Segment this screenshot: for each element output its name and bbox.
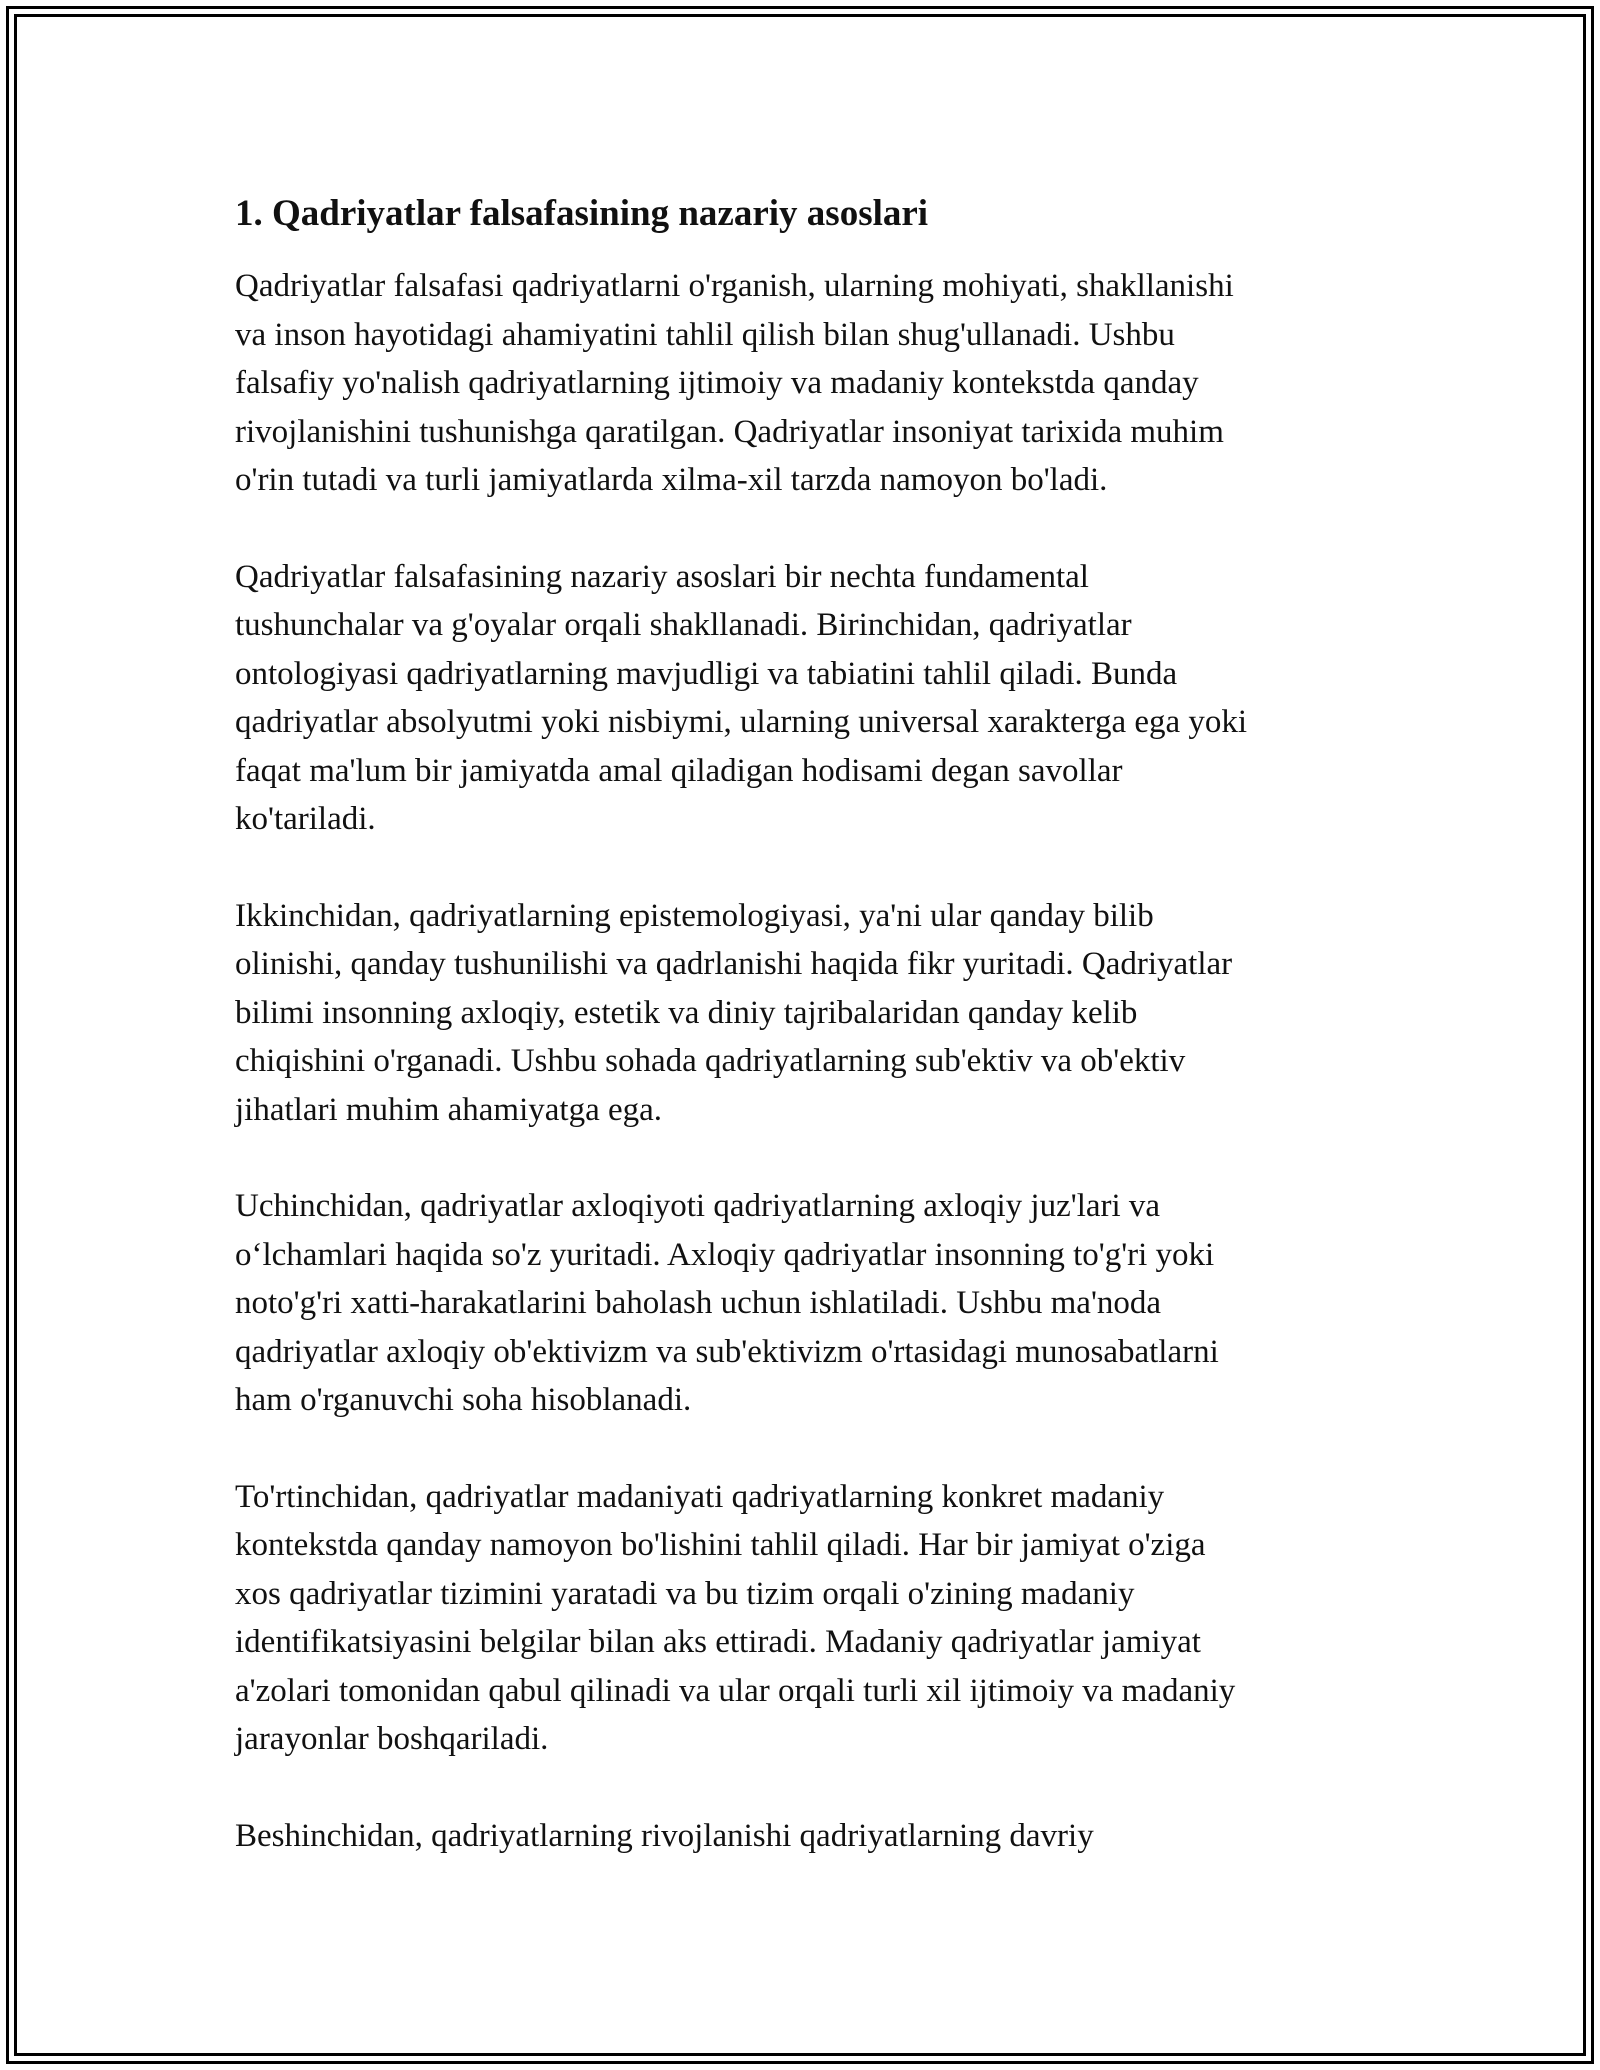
paragraph-line: olinishi, qanday tushunilishi va qadrlanishi haqida fikr yuritadi. Qadriyatlar [235, 946, 1233, 982]
paragraph-line: qadriyatlar axloqiy ob'ektivizm va sub'ektivizm o'rtasidagi munosabatlarni [235, 1333, 1219, 1370]
paragraph-line: identifikatsiyasini belgilar bilan aks ettiradi. Madaniy qadriyatlar jamiyat [235, 1624, 1201, 1660]
paragraph-line: kontekstda qanday namoyon bo'lishini tahlil qiladi. Har bir jamiyat o'ziga [235, 1527, 1206, 1563]
paragraph-line: Uchinchidan, qadriyatlar axloqiyoti qadriyatlarning axloqiy juz'lari va [235, 1188, 1161, 1224]
paragraph-line: ham o'rganuvchi soha hisoblanadi. [235, 1382, 692, 1418]
paragraph-line: Qadriyatlar falsafasining nazariy asoslari bir nechta fundamental [235, 558, 1089, 595]
document-body [235, 186, 1375, 1908]
paragraph-line: noto'g'ri xatti-harakatlarini baholash uchun ishlatiladi. Ushbu ma'noda [235, 1285, 1162, 1321]
section-heading: 1. Qadriyatlar falsafasining nazariy asoslari [235, 193, 929, 234]
paragraph-intro [235, 262, 1375, 505]
paragraph-development [235, 1812, 1375, 1861]
paragraph-line: Ikkinchidan, qadriyatlarning epistemologiyasi, ya'ni ular qanday bilib [235, 897, 1154, 934]
paragraph-line: Qadriyatlar falsafasi qadriyatlarni o'rganish, ularning mohiyati, shakllanishi [235, 268, 1234, 304]
paragraph-line: tushunchalar va g'oyalar orqali shakllanadi. Birinchidan, qadriyatlar [235, 607, 1132, 643]
paragraph-line: rivojlanishini tushunishga qaratilgan. Qadriyatlar insoniyat tarixida muhim [235, 413, 1224, 450]
paragraph-line: o‘lchamlari haqida so'z yuritadi. Axloqiy qadriyatlar insonning to'g'ri yoki [235, 1236, 1215, 1273]
paragraph-line: jihatlari muhim ahamiyatga ega. [235, 1091, 663, 1128]
paragraph-ethics [235, 1182, 1375, 1425]
paragraph-epistemology [235, 892, 1375, 1135]
paragraph-line: ko'tariladi. [235, 801, 376, 837]
paragraph-line: chiqishini o'rganadi. Ushbu sohada qadriyatlarning sub'ektiv va ob'ektiv [235, 1043, 1186, 1079]
paragraph-ontology [235, 553, 1375, 844]
paragraph-culture [235, 1473, 1375, 1764]
paragraph-line: a'zolari tomonidan qabul qilinadi va ular orqali turli xil ijtimoiy va madaniy [235, 1672, 1236, 1709]
paragraph-line: xos qadriyatlar tizimini yaratadi va bu tizim orqali o'zining madaniy [235, 1575, 1135, 1612]
paragraph-line: falsafiy yo'nalish qadriyatlarning ijtimoiy va madaniy kontekstda qanday [235, 365, 1199, 401]
paragraph-line: qadriyatlar absolyutmi yoki nisbiymi, ularning universal xarakterga ega yoki [235, 704, 1248, 740]
paragraph-line: jarayonlar boshqariladi. [235, 1721, 549, 1757]
paragraph-line: Beshinchidan, qadriyatlarning rivojlanishi qadriyatlarning davriy [235, 1817, 1094, 1854]
paragraph-line: faqat ma'lum bir jamiyatda amal qiladigan hodisami degan savollar [235, 752, 1123, 789]
paragraph-line: To'rtinchidan, qadriyatlar madaniyati qadriyatlarning konkret madaniy [235, 1478, 1165, 1515]
paragraph-line: ontologiyasi qadriyatlarning mavjudligi va tabiatini tahlil qiladi. Bunda [235, 655, 1178, 692]
paragraph-line: o'rin tutadi va turli jamiyatlarda xilma-xil tarzda namoyon bo'ladi. [235, 462, 1108, 498]
paragraph-line: va inson hayotidagi ahamiyatini tahlil qilish bilan shug'ullanadi. Ushbu [235, 316, 1175, 353]
paragraph-line: bilimi insonning axloqiy, estetik va diniy tajribalaridan qanday kelib [235, 994, 1138, 1031]
